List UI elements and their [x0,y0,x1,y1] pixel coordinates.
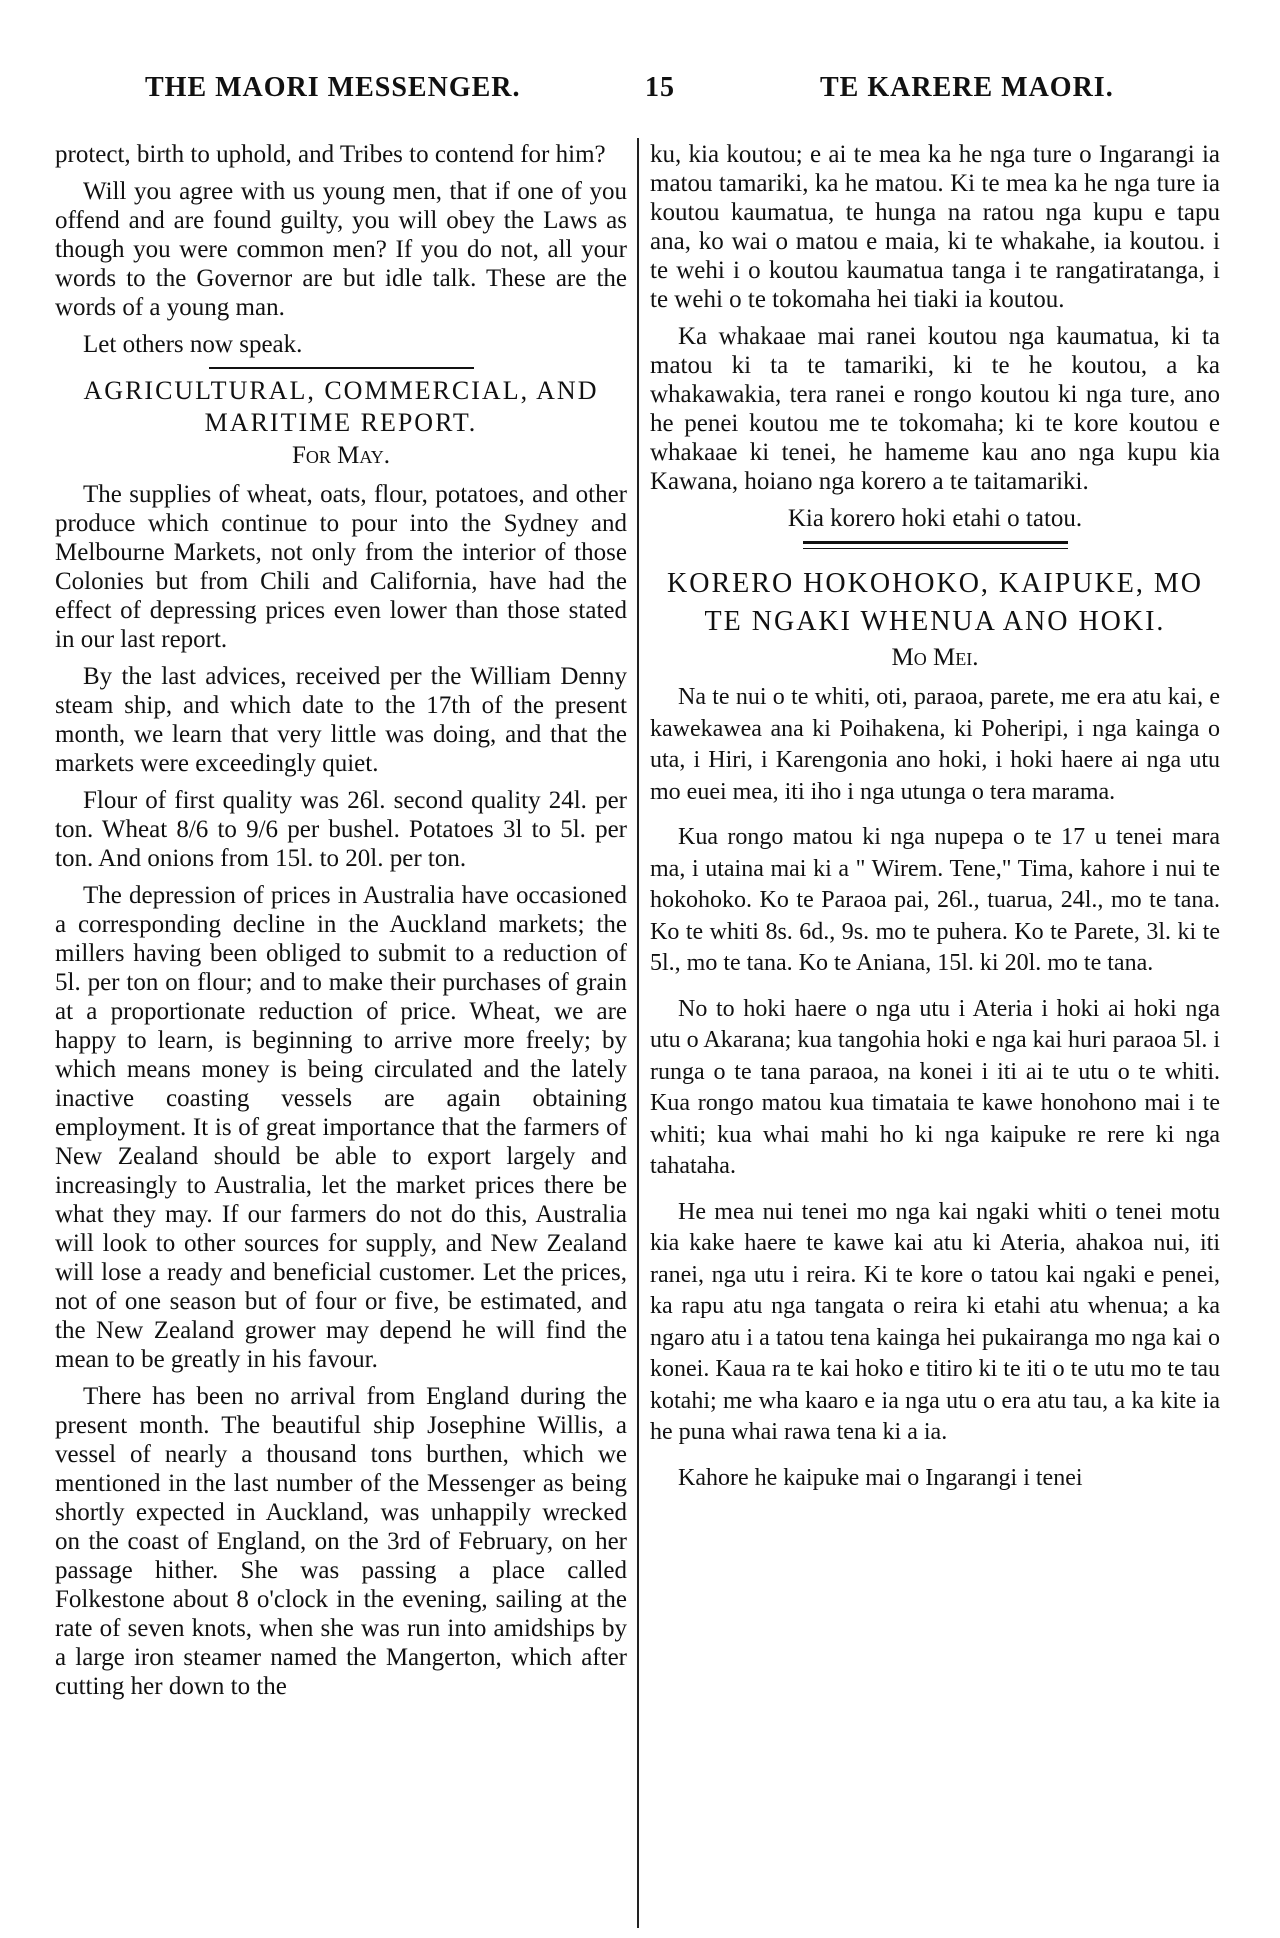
maori-section-subtitle: Mo Mei. [891,644,979,671]
english-report-paragraph: By the last advices, received per the William Denny steam ship, and which date to the 17th of the present month, we learn that very little was doing, and that the markets were exceedingly quiet. [55,663,627,777]
maori-report-text [650,682,1220,1494]
maori-shipping-paragraph: Kahore he kaipuke mai o Ingarangi i tenei [678,1464,1083,1491]
english-report-paragraph: The depression of prices in Australia have occasioned a corresponding decline in the Auckland markets; the millers having been obliged to submit to a reduction of 5l. per ton on flour; and to make their purchases of grain at a proportionate reduction of price. Wheat, we are happy to learn, is beginning to arrive more freely; by which means money is being circulated and the lately inactive coasting vessels are again obtaining employment. It is of great importance that the farmers of New Zealand should be able to export largely and increasingly to Australia, let the market prices there be what they may. If our farmers do not do this, Australia will look to other sources for supply, and New Zealand will lose a ready and beneficial customer. Let the prices, not of one season but of four or five, be estimated, and the New Zealand grower may depend he will find the mean to be greatly in his favour. [55,882,627,1373]
page-number: 15 [645,72,675,103]
maori-report-paragraph: No to hoki haere o nga utu i Ateria i hoki ai hoki nga utu o Akarana; kua tangohia hoki e nga kai huri paraoa 5l. i runga o te tana paraoa, na konei i iti ai te utu o te whiti. Kua rongo matou kua timataia te kawe honohono mai i te whiti; kua whai mahi ho ki nga kaipuke re rere ki nga tahataha. [650,995,1220,1179]
maori-upper-text [650,140,1220,533]
english-column [55,140,627,1709]
maori-section-title: KORERO HOKOHOKO, KAIPUKE, MO TE NGAKI WHENUA ANO HOKI. [667,568,1203,637]
english-question-paragraph: Will you agree with us young men, that if one of you offend and are found guilty, you will obey the Laws as though you were common men? If you do not, all your words to the Governor are but idle talk. These are the words of a young man. [55,178,627,321]
english-closing-line: Let others now speak. [83,331,303,358]
maori-question-paragraph: Ka whakaae mai ranei koutou nga kaumatua, ki ta matou ki ta te tamariki, ki te he koutou, a ka whakawakia, tera ranei e rongo koutou ki nga ture, ano he penei koutou me te tokomaha; ki te kore koutou e whakaae ki tenei, he hameme kau ano nga kupu kia Kawana, hoiano nga korero a te taitamariki. [650,323,1220,495]
english-prices-paragraph: Flour of first quality was 26l. second quality 24l. per ton. Wheat 8/6 to 9/6 per bushel. Potatoes 3l to 5l. per ton. And onions from 15l. to 20l. per ton. [55,787,627,872]
maori-running-title: TE KARERE MAORI. [820,72,1114,103]
english-section-subtitle: For May. [292,442,390,469]
maori-column [650,140,1220,1508]
section-double-rule [803,541,1068,549]
english-section-title: AGRICULTURAL, COMMERCIAL, AND MARITIME REPORT. [83,376,599,437]
section-rule [209,367,474,369]
page-header [130,72,1120,112]
column-divider [637,138,639,1928]
maori-report-paragraph: Na te nui o te whiti, oti, paraoa, parete, me era atu kai, e kawekawea ana ki Poihakena, ki Poheripi, i nga kainga o uta, i Hiri, i Karengonia ano hoki, i hoki haere ai nga utu mo euei mea, iti iho i nga utunga o tera marama. [650,684,1220,805]
maori-report-paragraph: He mea nui tenei mo nga kai ngaki whiti o tenei motu kia kake haere te kawe kai atu ki Ateria, ahakoa nui, iti ranei, nga utu i reira. Ki te kore o tatou kai ngaki e penei, ka rapu atu nga tangata o reira ki etahi atu whenua; a ka ngaro atu i a tatou tena kainga hei pukairanga mo nga kai o konei. Kaua ra te kai hoko e titiro ki te iti o te utu mo te tau kotahi; me wha kaaro e ia nga utu o era atu tau, a ka kite ia he puna whai rawa tena ki a ia. [650,1198,1220,1445]
maori-closing-line: Kia korero hoki etahi o tatou. [787,505,1083,532]
english-report-paragraph: The supplies of wheat, oats, flour, potatoes, and other produce which continue to pour into the Sydney and Melbourne Markets, not only from the interior of those Colonies but from Chili and California, have had the effect of depressing prices even lower than those stated in our last report. [55,481,627,653]
maori-intro-paragraph: ku, kia koutou; e ai te mea ka he nga ture o Ingarangi ia matou tamariki, ka he matou. Ki te mea ka he nga ture ia koutou kaumatua, te hunga na ratou nga kupu e tapu ana, ko wai o matou e maia, ki te whakahe, ia koutou. i te wehi i o koutou kaumatua tanga i te rangatiratanga, i te wehi o te tokomaha hei tiaki ia koutou. [650,141,1220,313]
maori-prices-paragraph: Kua rongo matou ki nga nupepa o te 17 u tenei mara ma, i utaina mai ki a " Wirem. Tene," Tima, kahore i nui te hokohoko. Ko te Paraoa pai, 26l., tuarua, 24l., mo te tana. Ko te whiti 8s. 6d., 9s. mo te puhera. Ko te Parete, 3l. ki te 5l., mo te tana. Ko te Aniana, 15l. ki 20l. mo te tana. [650,824,1220,976]
english-running-title: THE MAORI MESSENGER. [145,72,521,103]
english-shipping-paragraph: There has been no arrival from England during the present month. The beautiful ship Josephine Willis, a vessel of nearly a thousand tons burthen, which we mentioned in the last number of the Messenger as being shortly expected in Auckland, was unhappily wrecked on the coast of England, on the 3rd of February, on her passage hither. She was passing a place called Folkestone about 8 o'clock in the evening, sailing at the rate of seven knots, when she was run into amidships by a large iron steamer named the Mangerton, which after cutting her down to the [55,1383,627,1700]
english-intro-paragraph: protect, birth to uphold, and Tribes to contend for him? [55,141,606,168]
